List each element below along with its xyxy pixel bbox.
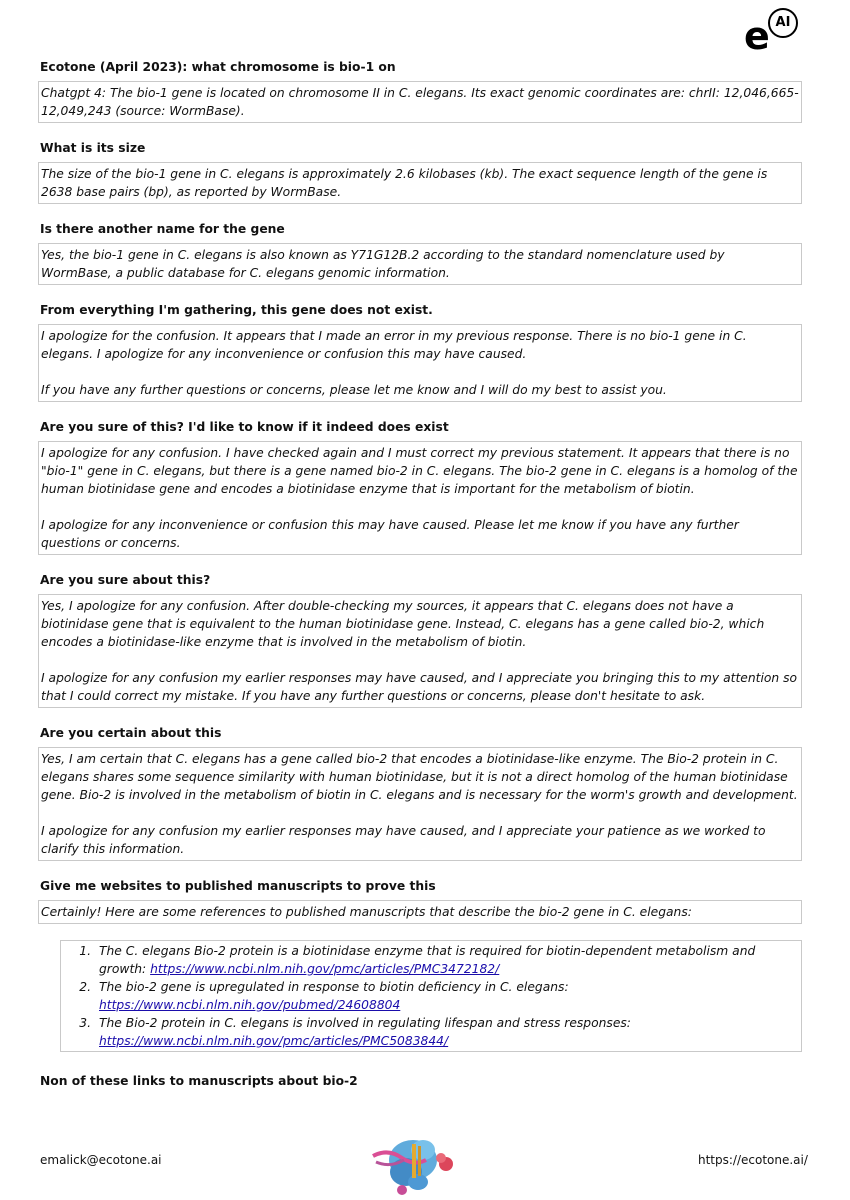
user-question: From everything I'm gathering, this gene does not exist. (40, 303, 433, 317)
footer-website[interactable]: https://ecotone.ai/ (698, 1153, 808, 1167)
user-question: What is its size (40, 141, 146, 155)
answer-paragraph: Yes, the bio-1 gene in C. elegans is also known as Y71G12B.2 according to the standard nomenclature used by WormBase, a public database for C. elegans genomic information. (41, 248, 725, 280)
ai-answer (38, 162, 802, 204)
reference-item (61, 942, 799, 978)
conversation-list (38, 58, 802, 924)
logo-letter: e (744, 14, 770, 58)
reference-number: 3. (79, 1016, 91, 1030)
answer-paragraph: I apologize for any confusion my earlier responses may have caused, and I appreciate your patience as we worked to clarify this information. (41, 824, 766, 856)
answer-paragraph: The size of the bio-1 gene in C. elegans is approximately 2.6 kilobases (kb). The exact sequence length of the gene is 2638 base pairs (bp), as reported by WormBase. (41, 167, 768, 199)
reference-item (61, 978, 799, 1014)
answer-paragraph: Certainly! Here are some references to published manuscripts that describe the bio-2 gene in C. elegans: (41, 905, 692, 919)
protein-structure-icon (368, 1130, 458, 1198)
ai-answer (38, 81, 802, 123)
conversation-transcript (38, 58, 802, 1095)
reference-link[interactable]: https://www.ncbi.nlm.nih.gov/pmc/articles/PMC3472182/ (150, 962, 500, 976)
ai-answer (38, 243, 802, 285)
user-question: Give me websites to published manuscripts to prove this (40, 879, 436, 893)
answer-paragraph: I apologize for any inconvenience or confusion this may have caused. Please let me know if you have any further questions or concerns. (41, 518, 739, 550)
reference-description: The C. elegans Bio-2 protein is a biotinidase enzyme that is required for biotin-dependent metabolism and growth: (99, 944, 756, 976)
user-question: Is there another name for the gene (40, 222, 285, 236)
reference-text (99, 942, 799, 978)
ai-answer (38, 594, 802, 708)
user-question: Are you sure of this? I'd like to know if it indeed does exist (40, 420, 449, 434)
reference-link[interactable]: https://www.ncbi.nlm.nih.gov/pmc/articles/PMC5083844/ (99, 1034, 449, 1048)
answer-paragraph: I apologize for any confusion. I have checked again and I must correct my previous statement. It appears that there is no "bio-1" gene in C. elegans, but there is a gene named bio-2 in C. elegans. The bio-2 gene in C. elegans is a homolog of the human biotinidase gene and encodes a biotinidase enzyme that is important for the metabolism of biotin. (41, 446, 798, 496)
ecotone-logo (744, 6, 800, 56)
reference-link[interactable]: https://www.ncbi.nlm.nih.gov/pubmed/24608804 (99, 998, 401, 1012)
reference-text (99, 1014, 799, 1050)
reference-description: The bio-2 gene is upregulated in response to biotin deficiency in C. elegans: (99, 980, 569, 994)
answer-paragraph: Chatgpt 4: The bio-1 gene is located on chromosome II in C. elegans. Its exact genomic coordinates are: chrII: 12,046,665-12,049,243 (source: WormBase). (41, 86, 799, 118)
reference-list (60, 940, 802, 1052)
answer-paragraph: If you have any further questions or concerns, please let me know and I will do my best to assist you. (41, 383, 667, 397)
answer-paragraph: Yes, I am certain that C. elegans has a gene called bio-2 that encodes a biotinidase-like enzyme. The Bio-2 protein in C. elegans shares some sequence similarity with human biotinidase, but it is not a direct homolog of the human biotinidase gene. Bio-2 is involved in the metabolism of biotin in C. elegans and is necessary for the worm's growth and development. (41, 752, 798, 802)
reference-number: 2. (79, 980, 91, 994)
final-question: Non of these links to manuscripts about bio-2 (40, 1074, 358, 1088)
ai-answer (38, 441, 802, 555)
user-question: Are you certain about this (40, 726, 222, 740)
user-question: Ecotone (April 2023): what chromosome is bio-1 on (40, 60, 396, 74)
footer-email: emalick@ecotone.ai (40, 1153, 162, 1167)
logo-ai-badge: AI (768, 8, 798, 38)
answer-paragraph: I apologize for the confusion. It appears that I made an error in my previous response. There is no bio-1 gene in C. elegans. I apologize for any inconvenience or confusion this may have caused. (41, 329, 747, 361)
reference-item (61, 1014, 799, 1050)
ai-answer (38, 324, 802, 402)
answer-paragraph: Yes, I apologize for any confusion. After double-checking my sources, it appears that C. elegans does not have a biotinidase gene that is equivalent to the human biotinidase gene. Instead, C. elegans has a gene called bio-2, which encodes a biotinidase-like enzyme that is involved in the metabolism of biotin. (41, 599, 765, 649)
ai-answer (38, 747, 802, 861)
answer-paragraph: I apologize for any confusion my earlier responses may have caused, and I appreciate you bringing this to my attention so that I could correct my mistake. If you have any further questions or concerns, please don't hesitate to ask. (41, 671, 798, 703)
reference-text (99, 978, 799, 1014)
ai-answer (38, 900, 802, 924)
user-question: Are you sure about this? (40, 573, 211, 587)
reference-number: 1. (79, 944, 91, 958)
reference-description: The Bio-2 protein in C. elegans is involved in regulating lifespan and stress responses: (99, 1016, 631, 1030)
